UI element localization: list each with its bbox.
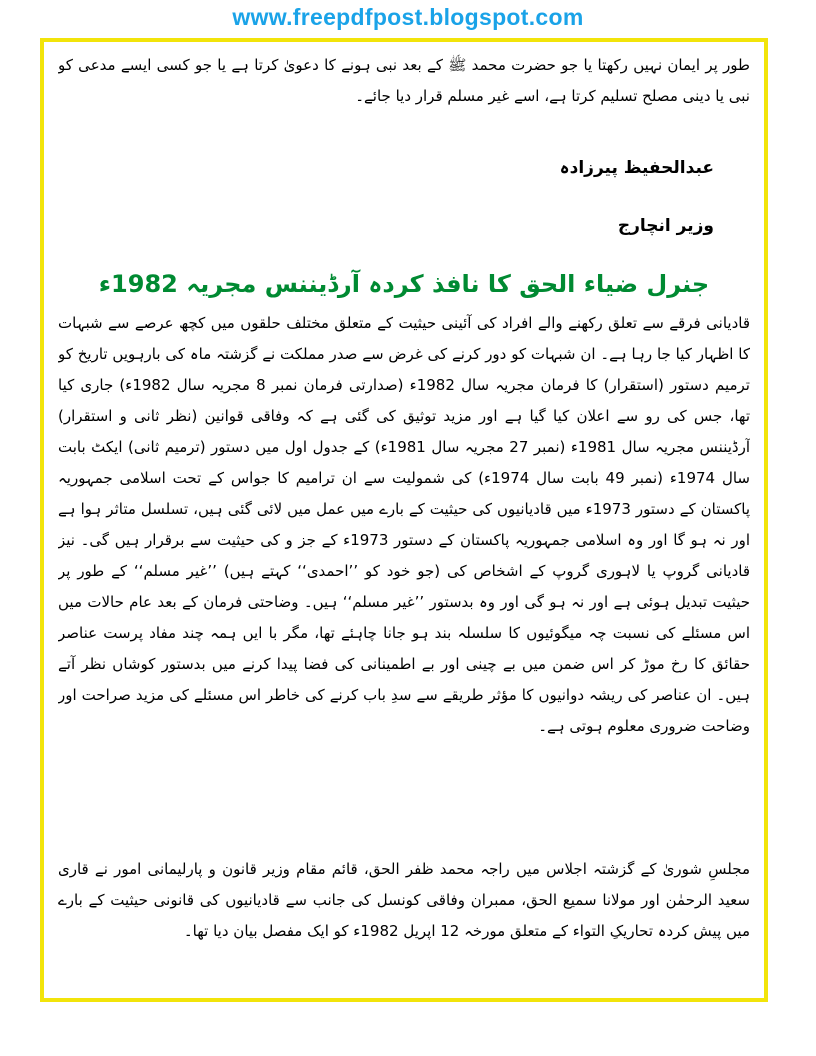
signatory-title: وزیر انچارج: [617, 216, 714, 236]
site-url: www.freepdfpost.blogspot.com: [232, 4, 584, 30]
page-frame: [40, 38, 768, 1002]
paragraph-top: طور پر ایمان نہیں رکھتا یا جو حضرت محمد ﷺ کے بعد نبی ہونے کا دعویٰ کرتا ہے یا جو کسی ایسے مدعی کو نبی یا دینی مصلح تسلیم کرتا ہے، اسے غیر مسلم قرار دیا جائے۔: [58, 56, 750, 105]
paragraph-main: قادیانی فرقے سے تعلق رکھنے والے افراد کی آئینی حیثیت کے متعلق مختلف حلقوں میں کچھ عرصے سے شبہات کا اظہار کیا جا رہا ہے۔ ان شبہات کو دور کرنے کی غرض سے صدر مملکت نے گزشتہ ماہ کی بارہویں تاریخ کو ترمیم دستور (استقرار) کا فرمان مجریہ سال 1982ء (صدارتی فرمان نمبر 8 مجریہ سال 1982ء) جاری کیا تھا، جس کی رو سے اعلان کیا گیا ہے اور مزید توثیق کی گئی ہے کہ وفاقی قوانین (نظر ثانی و استقرار) آرڈیننس مجریہ سال 1981ء (نمبر 27 مجریہ سال 1981ء) کے جدول اول میں دستور (ترمیم ثانی) ایکٹ بابت سال 1974ء (نمبر 49 بابت سال 1974ء) کی شمولیت سے ان ترامیم کا جواس کے تحت اسلامی جمہوریہ پاکستان کے دستور 1973ء میں قادیانیوں کی حیثیت کے بارے میں عمل میں لائی گئی ہیں، تسلسل متاثر ہوا ہے اور نہ ہو گا اور وہ اسلامی جمہوریہ پاکستان کے دستور 1973ء کے جز و کی حیثیت سے برقرار ہیں گی۔ نیز قادیانی گروپ یا لاہوری گروپ کے اشخاص کی (جو خود کو ’’احمدی‘‘ کہتے ہیں) ’’غیر مسلم‘‘ کے طور پر حیثیت تبدیل ہوئی ہے اور نہ ہو گی اور وہ بدستور ’’غیر مسلم‘‘ ہیں۔ وضاحتی فرمان کے بعد عام حالات میں اس مسئلے کی نسبت چہ میگوئیوں کا سلسلہ بند ہو جانا چاہئے تھا، مگر با ایں ہمہ چند مفاد پرست عناصر حقائق کا رخ موڑ کر اس ضمن میں بے چینی اور بے اطمینانی کی فضا پیدا کرنے میں بدستور کوشاں نظر آتے ہیں۔ ان عناصر کی ریشہ دوانیوں کا مؤثر طریقے سے سدِ باب کرنے کی خاطر اس مسئلے کی مزید صراحت اور وضاحت ضروری معلوم ہوتی ہے۔: [58, 314, 750, 735]
signatory-name: عبدالحفیظ پیرزادہ: [559, 158, 714, 178]
paragraph-last: مجلسِ شوریٰ کے گزشتہ اجلاس میں راجہ محمد ظفر الحق، قائم مقام وزیر قانون و پارلیمانی امور نے قاری سعید الرحمٰن اور مولانا سمیع الحق، ممبران وفاقی کونسل کی جانب سے قادیانیوں کی قانونی حیثیت کے بارے میں پیش کردہ تحاریکِ التواء کے متعلق مورخہ 12 اپریل 1982ء کو ایک مفصل بیان دیا تھا۔: [58, 860, 750, 940]
ordinance-title: جنرل ضیاء الحق کا نافذ کردہ آرڈیننس مجریہ 1982ء: [98, 270, 710, 298]
document-content: [58, 50, 750, 990]
